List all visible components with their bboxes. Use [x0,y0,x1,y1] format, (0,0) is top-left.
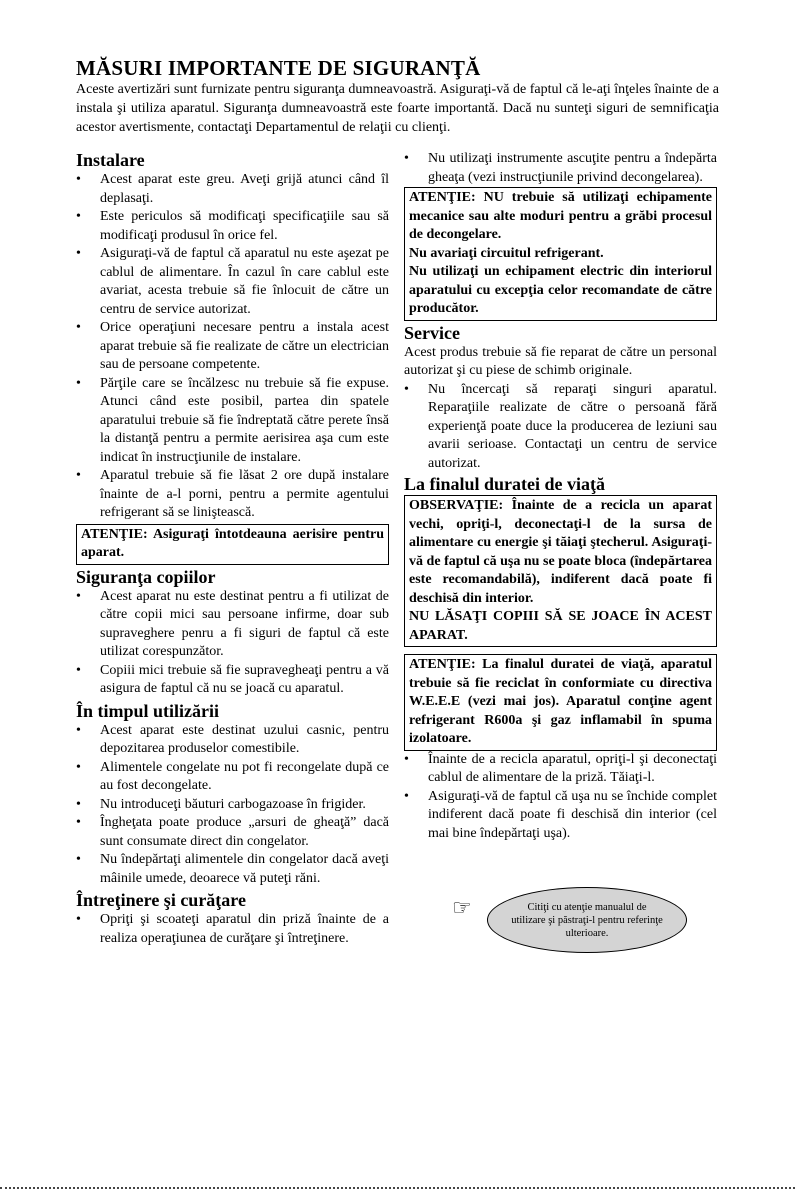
warning-line: Nu avariaţi circuitul refrigerant. [409,245,604,261]
section-heading-final: La finalul duratei de viaţă [404,474,606,494]
observatie-line: NU LĂSAŢI COPIII SĂ SE JOACE ÎN ACEST APARAT. [409,609,712,643]
list-item: • Nu utilizaţi instrumente ascuţite pentru a îndepărta gheaţa (vezi instrucţiunile privind decongelarea). [404,150,717,187]
read-manual-note [404,887,717,967]
section-heading-intretinere: Întreţinere şi curăţare [76,890,246,910]
warning-text: ATENŢIE: Asiguraţi întotdeauna aerisire pentru aparat. [81,526,384,560]
list-item: • Aparatul trebuie să fie lăsat 2 ore după instalare înainte de a-l porni, pentru a permite agentului refrigerant să se liniştească. [76,467,389,523]
bottom-divider [0,1187,795,1189]
list-item: • Este periculos să modificaţi specificaţiile sau să modificaţi produsul în orice fel. [76,208,389,245]
observatie-line: OBSERVAŢIE: Înainte de a recicla un aparat vechi, opriţi-l, deconectaţi-l de la sursa de alimentare cu energie şi tăiaţi ştecherul. Asiguraţi-vă de faptul că uşa nu se poate bloca (îndepărtarea este recomandabilă), indiferent dacă poate fi deschisă din interior. [409,498,712,606]
intretinere-list-continued [404,150,717,187]
list-item: • Nu îndepărtaţi alimentele din congelator dacă aveţi mâinile umede, deoarece vă puteţi răni. [76,851,389,888]
right-column [404,150,717,967]
note-text: Citiţi cu atenţie manualul de utilizare şi păstraţi-l pentru referinţe ulterioare. [511,901,663,939]
warning-line: ATENŢIE: NU trebuie să utilizaţi echipamente mecanice sau alte moduri pentru a grăbi procesul de decongelare. [409,190,712,242]
warning-box-decongelare [404,187,717,321]
list-item: • Alimentele congelate nu pot fi recongelate după ce au fost decongelate. [76,759,389,796]
section-heading-utilizare: În timpul utilizării [76,700,220,721]
utilizare-list [76,722,389,889]
intretinere-list [76,911,389,948]
final-list [404,751,717,844]
siguranta-list [76,588,389,699]
section-heading-service: Service [404,322,460,343]
list-item: • Acest aparat este greu. Aveţi grijă atunci când îl deplasaţi. [76,171,389,208]
list-item: • Înainte de a recicla aparatul, opriţi-l şi deconectaţi cablul de alimentare de la priză. Tăiaţi-l. [404,751,717,788]
list-item: • Acest aparat este destinat uzului casnic, pentru depozitarea produselor comestibile. [76,722,389,759]
warning-line: Nu utilizaţi un echipament electric din interiorul aparatului cu excepţia celor recomandate de către producător. [409,264,712,316]
note-oval [487,887,687,953]
list-item: • Orice operaţiuni necesare pentru a instala acest aparat trebuie să fie realizate de către un electrician sau de persoane competente. [76,319,389,375]
instalare-list [76,171,389,523]
warning-box-aerisire [76,524,389,565]
list-item: • Opriţi şi scoateţi aparatul din priză înainte de a realiza operaţiunea de curăţare şi întreţinere. [76,911,389,948]
pointing-hand-icon: ☞ [452,895,472,920]
list-item: • Nu introduceţi băuturi carbogazoase în frigider. [76,796,389,815]
warning-text: ATENŢIE: La finalul duratei de viaţă, aparatul trebuie să fie reciclat în conformiate cu directiva W.E.E.E (vezi mai jos). Aparatul conţine agent refrigerant R600a şi gaz inflamabil în spuma izolatoare. [409,657,712,746]
service-text: Acest produs trebuie să fie reparat de către un personal autorizat şi cu piese de schimb originale. [404,344,717,378]
list-item: • Îngheţata poate produce „arsuri de gheaţă” dacă sunt consumate direct din congelator. [76,814,389,851]
service-list [404,381,717,474]
list-item: • Nu încercaţi să reparaţi singuri aparatul. Reparaţiile realizate de către o persoană fără experienţă poate duce la producerea de leziuni sau avarii serioase. Contactaţi un centru de service autorizat. [404,381,717,474]
warning-box-weee [404,654,717,751]
list-item: • Copiii mici trebuie să fie supravegheaţi pentru a vă asigura de faptul că nu se joacă cu aparatul. [76,662,389,699]
page-title: MĂSURI IMPORTANTE DE SIGURANŢĂ [76,56,481,80]
list-item: • Acest aparat nu este destinat pentru a fi utilizat de către copii mici sau persoane infirme, doar sub supraveghere penru a fi siguri de faptul că este utilizat corespunzător. [76,588,389,662]
left-column [76,150,389,948]
intro-paragraph: Aceste avertizări sunt furnizate pentru siguranţa dumneavoastră. Asiguraţi-vă de faptul că le-aţi înţeles înainte de a instala şi utiliza aparatul. Siguranţa dumneavoastră este foarte importantă. Dacă nu sunteţi siguri de semnificaţia acestor avertismente, contactaţi Departamentul de relaţii cu clienţi. [76,82,719,135]
section-heading-siguranta: Siguranţa copiilor [76,566,216,587]
list-item: • Asiguraţi-vă de faptul că aparatul nu este aşezat pe cablul de alimentare. În cazul în care cablul este avariat, acesta trebuie să fie înlocuit de către un centru de service autorizat. [76,245,389,319]
list-item: • Asiguraţi-vă de faptul că uşa nu se închide complet indiferent dacă poate fi deschisă din interior (cel mai bine îndepărtaţi uşa). [404,788,717,844]
observatie-box [404,495,717,647]
section-heading-instalare: Instalare [76,150,145,170]
list-item: • Părţile care se încălzesc nu trebuie să fie expuse. Atunci când este posibil, partea din spatele aparatului trebuie să fie îndreptată către perete însă la distanţă pentru a permite aerisirea aşa cum este indicat în instrucţiunile de instalare. [76,375,389,468]
